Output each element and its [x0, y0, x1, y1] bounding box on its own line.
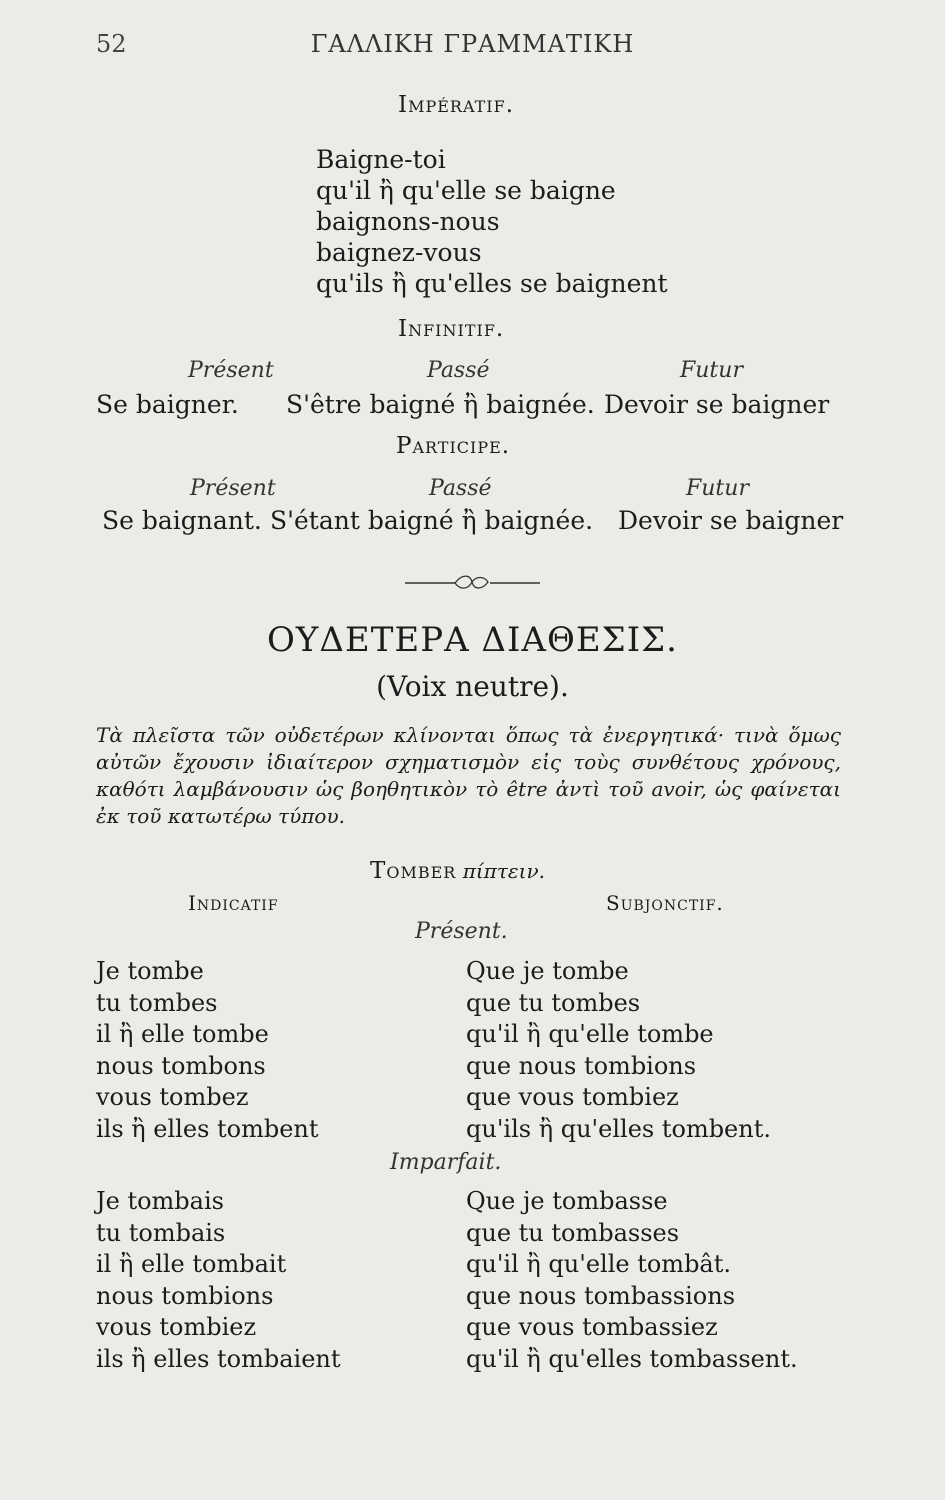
verb-heading [370, 858, 545, 884]
verb-greek: πίπτειν. [462, 859, 545, 883]
participe-label-futur: Futur [686, 476, 749, 501]
conjugation-line: ils ἢ elles tombent [96, 1114, 319, 1143]
imparfait-label: Imparfait. [390, 1150, 502, 1175]
imperatif-heading: Impératif. [398, 92, 515, 118]
subjonctif-present-list [466, 956, 771, 1145]
conjugation-line: nous tombons [96, 1051, 266, 1080]
section-paragraph: Τὰ πλεῖστα τῶν οὐδετέρων κλίνονται ὅπως τὰ ἐνεργητικά· τινὰ ὅμως αὐτῶν ἔχουσιν ἰδιαίτερον σχηματισμὸν εἰς τοὺς συνθέτους χρόνους, καθότι λαμβάνουσιν ὡς βοηθητικὸν τὸ être ἀντὶ τοῦ avoir, ὡς φαίνεται ἐκ τοῦ κατωτέρω τύπου. [96, 723, 841, 828]
conjugation-line: vous tombez [96, 1083, 249, 1111]
conjugation-line: qu'il ἢ qu'elle tombe [466, 1020, 714, 1048]
imperatif-line: qu'il ἢ qu'elle se baigne [316, 176, 616, 205]
participe-present: Se baignant. [102, 506, 262, 535]
conjugation-line: tu tombes [96, 988, 218, 1017]
imperatif-forms [316, 144, 668, 299]
conjugation-line: que nous tombassions [466, 1281, 736, 1310]
imperatif-line: qu'ils ἢ qu'elles se baignent [316, 269, 668, 298]
subjonctif-heading: Subjonctif. [606, 891, 724, 915]
infinitif-present: Se baigner. [96, 390, 239, 419]
conjugation-line: qu'il ἢ qu'elles tombassent. [466, 1344, 798, 1373]
verb-name: Tomber [370, 858, 457, 884]
conjugation-line: qu'ils ἢ qu'elles tombent. [466, 1114, 771, 1143]
conjugation-line: que tu tombasses [466, 1218, 680, 1247]
conjugation-line: nous tombions [96, 1281, 274, 1310]
indicatif-present-list [96, 956, 319, 1145]
ornament-divider [0, 570, 945, 594]
conjugation-line: que vous tombiez [466, 1083, 679, 1111]
infinitif-futur: Devoir se baigner [604, 390, 830, 419]
indicatif-heading: Indicatif [188, 891, 279, 915]
page-number: 52 [96, 30, 127, 58]
indicatif-imparfait-list [96, 1186, 341, 1375]
present-label: Présent. [415, 919, 508, 944]
participe-label-present: Présent [190, 476, 276, 501]
conjugation-line: Que je tombe [466, 957, 629, 985]
infinitif-label-futur: Futur [680, 358, 743, 383]
conjugation-line: tu tombais [96, 1218, 226, 1247]
conjugation-line: que vous tombassiez [466, 1313, 718, 1341]
imperatif-line: baignez-vous [316, 238, 482, 267]
subjonctif-imparfait-list [466, 1186, 798, 1375]
conjugation-line: qu'il ἢ qu'elle tombât. [466, 1250, 732, 1278]
participe-label-passe: Passé [429, 476, 492, 501]
conjugation-line: il ἢ elle tombait [96, 1250, 287, 1278]
section-subtitle: (Voix neutre). [376, 670, 569, 703]
participe-futur: Devoir se baigner [618, 506, 844, 535]
conjugation-line: ils ἢ elles tombaient [96, 1344, 341, 1373]
conjugation-line: que nous tombions [466, 1051, 697, 1080]
imperatif-line: Baigne-toi [316, 145, 446, 174]
participe-heading: Participe. [396, 433, 511, 459]
section-title: ΟΥΔΕΤΕΡΑ ΔΙΑΘΕΣΙΣ. [267, 620, 678, 660]
infinitif-label-passe: Passé [427, 358, 490, 383]
infinitif-label-present: Présent [188, 358, 274, 383]
infinitif-heading: Infinitif. [398, 316, 505, 342]
conjugation-line: Je tombais [96, 1187, 224, 1215]
infinitif-passe: S'être baigné ἢ baignée. [286, 390, 595, 419]
conjugation-line: vous tombiez [96, 1313, 257, 1341]
conjugation-line: il ἢ elle tombe [96, 1020, 269, 1048]
imperatif-line: baignons-nous [316, 207, 500, 236]
conjugation-line: que tu tombes [466, 988, 641, 1017]
conjugation-line: Je tombe [96, 957, 204, 985]
running-title: ΓΑΛΛΙΚΗ ΓΡΑΜΜΑΤΙΚΗ [310, 30, 635, 58]
conjugation-line: Que je tombasse [466, 1187, 668, 1215]
participe-passe: S'étant baigné ἢ baignée. [270, 506, 594, 535]
